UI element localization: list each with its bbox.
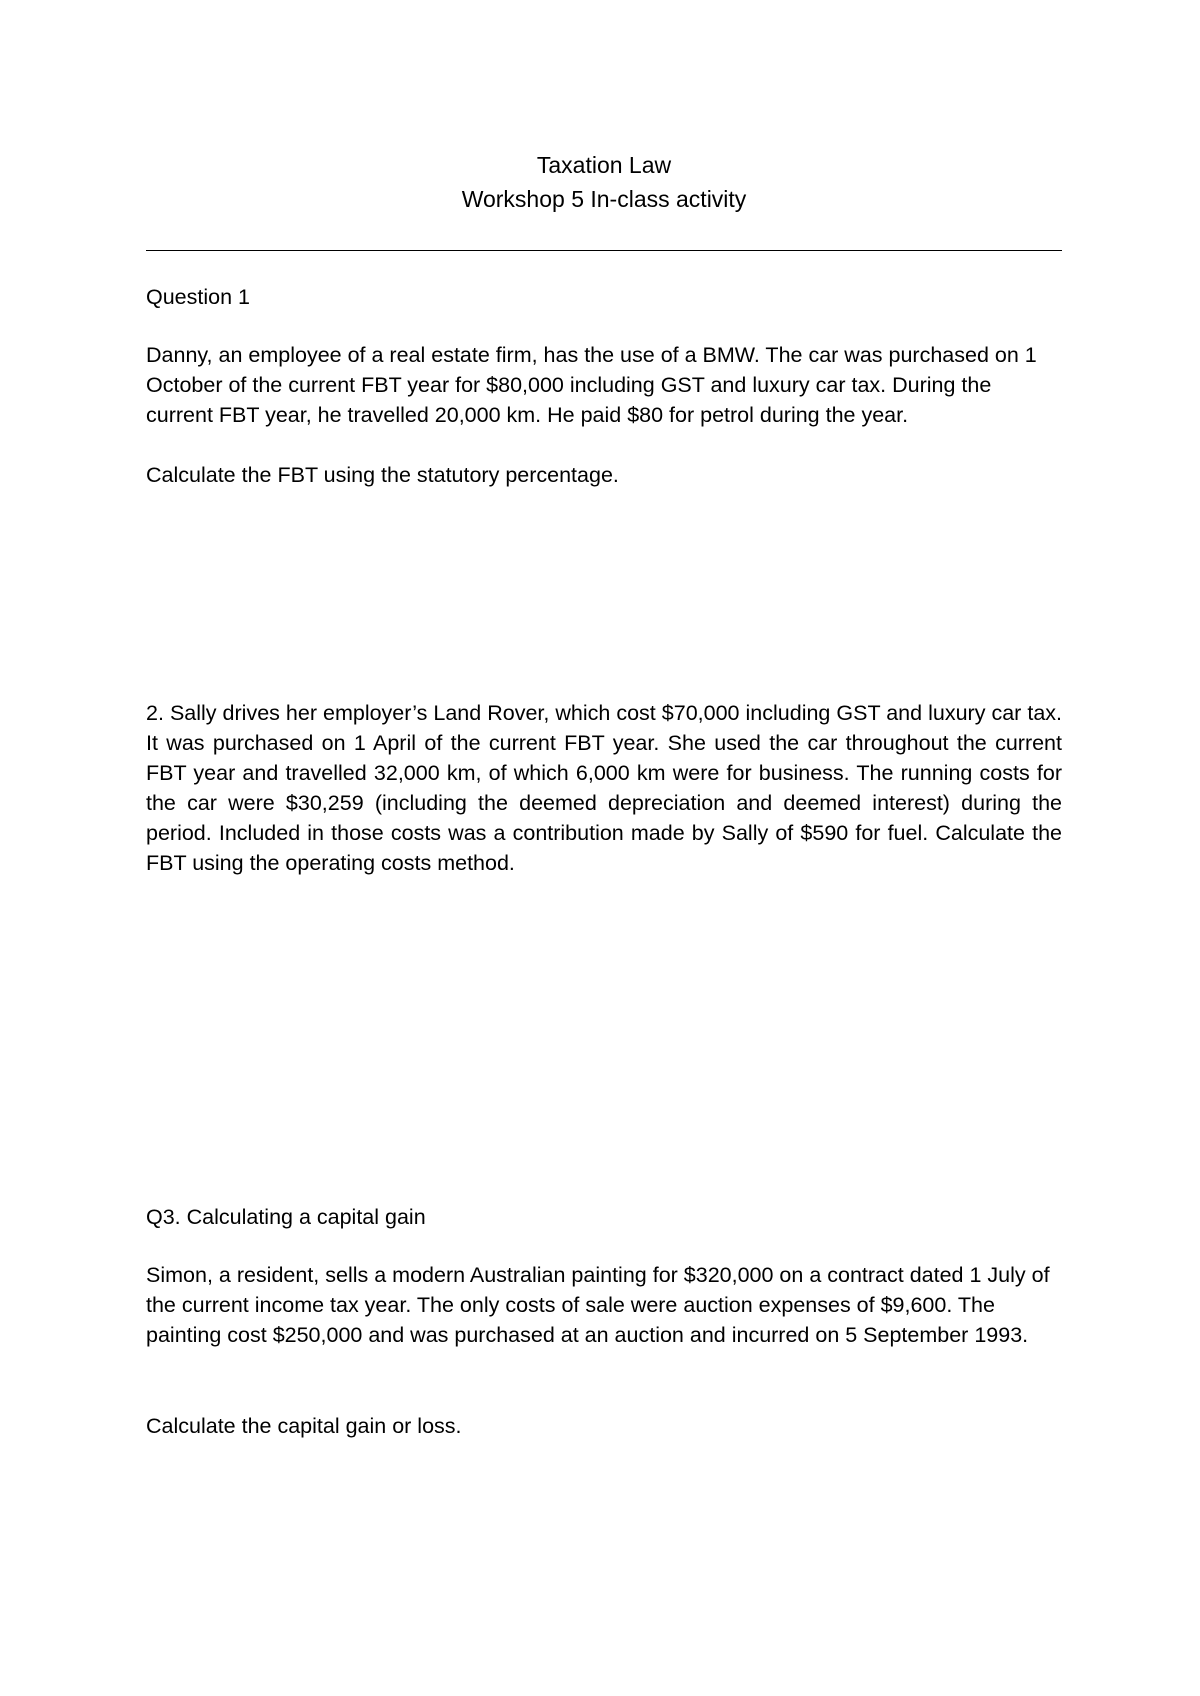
question-3-heading: Q3. Calculating a capital gain [146,1205,426,1229]
header-divider [146,250,1062,251]
workshop-subtitle: Workshop 5 In-class activity [461,186,747,212]
question-2-body: 2. Sally drives her employer’s Land Rover, which cost $70,000 including GST and luxury car tax. It was purchased on 1 April of the current FBT year. She used the car throughout the current FBT year and travelled 32,000 km, of which 6,000 km were for business. The running costs for the car were $30,259 (including the deemed depreciation and deemed interest) during the period. Included in those costs was a contribution made by Sally of $590 for fuel. Calculate the FBT using the operating costs method. [146,701,1062,875]
document-header [146,148,1062,216]
question-3-body: Simon, a resident, sells a modern Australian painting for $320,000 on a contract dated 1 July of the current income tax year. The only costs of sale were auction expenses of $9,600. The painting cost $250,000 and was purchased at an auction and incurred on 5 September 1993. [146,1263,1050,1347]
question-1-body: Danny, an employee of a real estate firm, has the use of a BMW. The car was purchased on 1 October of the current FBT year for $80,000 including GST and luxury car tax. During the current FBT year, he travelled 20,000 km. He paid $80 for petrol during the year. [146,343,1037,427]
question-3-instruction: Calculate the capital gain or loss. [146,1414,462,1438]
question-1-instruction: Calculate the FBT using the statutory percentage. [146,463,619,487]
question-1-heading: Question 1 [146,285,250,309]
course-title: Taxation Law [536,152,672,178]
